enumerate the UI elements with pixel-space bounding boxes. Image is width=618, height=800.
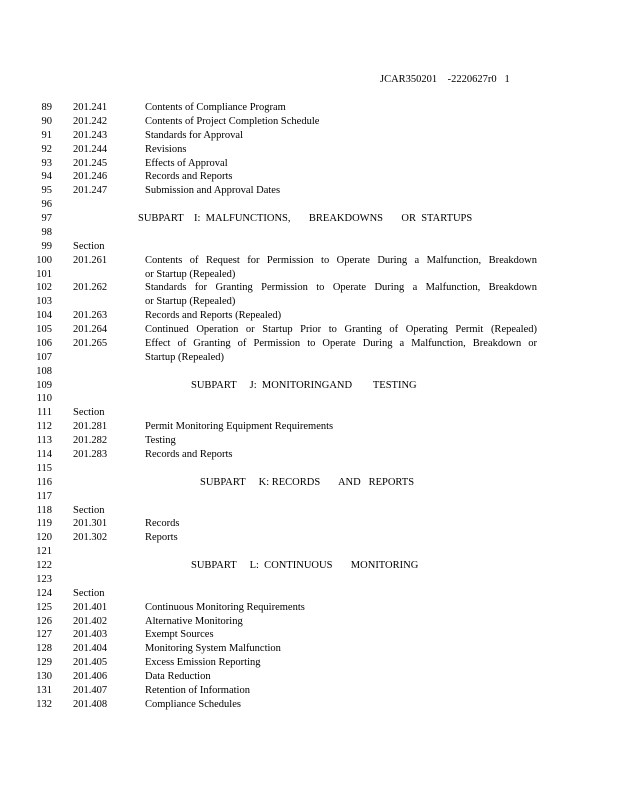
line-number: 89 (41, 102, 52, 113)
line-number: 109 (36, 379, 52, 391)
line-number: 132 (36, 698, 52, 710)
line-number: 105 (36, 324, 52, 336)
line-row (0, 656, 618, 670)
section-number: 201.264 (73, 324, 108, 336)
line-row (0, 268, 618, 282)
line-number: 103 (36, 296, 52, 308)
line-number: 102 (36, 282, 52, 294)
subpart-heading: SUBPART L: CONTINUOUS MONITORING (191, 560, 419, 572)
section-number: 201.301 (73, 518, 108, 530)
line-number: 94 (41, 171, 52, 183)
section-number: 201.244 (73, 143, 108, 155)
line-number: 128 (36, 643, 52, 655)
section-number: 201.262 (73, 282, 108, 294)
section-number: 201.302 (73, 532, 108, 544)
line-number: 120 (36, 532, 52, 544)
line-number: 114 (36, 449, 52, 460)
line-number: 96 (41, 199, 52, 211)
section-number: 201.406 (73, 671, 108, 683)
section-title: Retention of Information (145, 684, 250, 696)
line-row (0, 170, 618, 184)
section-title: Testing (145, 435, 176, 447)
section-number: 201.261 (73, 254, 108, 266)
line-number: 93 (41, 157, 52, 169)
section-number: 201.281 (73, 421, 108, 433)
line-number: 123 (36, 573, 52, 585)
line-row (0, 559, 618, 573)
line-row (0, 490, 618, 504)
section-number: 201.408 (73, 698, 108, 710)
section-number: Section (73, 407, 105, 419)
section-title: Records (145, 518, 180, 530)
line-row (0, 379, 618, 393)
line-number: 124 (36, 587, 52, 599)
line-row (0, 198, 618, 212)
line-number: 107 (36, 351, 52, 363)
line-row (0, 628, 618, 642)
line-row (0, 573, 618, 587)
line-number: 117 (36, 490, 52, 502)
line-row (0, 337, 618, 351)
section-number: 201.263 (73, 310, 108, 322)
line-row (0, 531, 618, 545)
line-row (0, 670, 618, 684)
line-row (0, 254, 618, 268)
line-row (0, 240, 618, 254)
line-row (0, 434, 618, 448)
section-number: 201.402 (73, 615, 108, 627)
line-number: 97 (41, 213, 52, 225)
line-number: 100 (36, 254, 52, 266)
line-row (0, 517, 618, 531)
line-number: 99 (41, 240, 52, 252)
section-title: Contents of Project Completion Schedule (145, 115, 320, 127)
section-number: 201.242 (73, 115, 108, 127)
line-number: 122 (36, 560, 52, 572)
section-title: or Startup (Repealed) (145, 268, 236, 280)
section-title: Monitoring System Malfunction (145, 643, 281, 655)
line-row (0, 184, 618, 198)
section-title: Submission and Approval Dates (145, 185, 281, 197)
line-row (0, 101, 618, 115)
section-title: Startup (Repealed) (145, 351, 225, 363)
line-number: 131 (36, 684, 52, 696)
section-number: 201.401 (73, 601, 108, 613)
section-title: Effects of Approval (145, 157, 228, 169)
section-title: Contents of Request for Permission to Operate During a Malfunction, Breakdown (145, 254, 537, 266)
line-number: 104 (36, 310, 52, 322)
line-number: 90 (41, 115, 52, 127)
line-row (0, 365, 618, 379)
line-row (0, 587, 618, 601)
line-row (0, 392, 618, 406)
section-number: 201.241 (73, 102, 108, 113)
section-title: Effect of Granting of Permission to Operate During a Malfunction, Breakdown or (145, 337, 537, 349)
section-title: or Startup (Repealed) (145, 296, 236, 308)
line-number: 98 (41, 226, 52, 238)
line-number: 126 (36, 615, 52, 627)
line-number: 115 (36, 462, 52, 474)
line-number: 91 (41, 129, 52, 141)
section-title: Revisions (145, 143, 187, 155)
section-number: 201.403 (73, 629, 108, 641)
line-row (0, 281, 618, 295)
line-row (0, 115, 618, 129)
line-row (0, 212, 618, 226)
line-row (0, 157, 618, 171)
line-row (0, 309, 618, 323)
section-number: 201.282 (73, 435, 108, 447)
line-row (0, 448, 618, 462)
section-number: 201.247 (73, 185, 108, 197)
line-row (0, 642, 618, 656)
section-title: Standards for Approval (145, 129, 243, 141)
section-number: 201.407 (73, 684, 108, 696)
document-header: JCAR350201 -2220627r0 1 (380, 74, 510, 85)
section-number: 201.283 (73, 449, 108, 460)
section-number: 201.405 (73, 657, 108, 669)
line-number: 111 (37, 407, 52, 419)
section-number: Section (73, 587, 105, 599)
section-title: Exempt Sources (145, 629, 214, 641)
line-row (0, 143, 618, 157)
subpart-heading: SUBPART I: MALFUNCTIONS, BREAKDOWNS OR STARTUPS (138, 213, 473, 225)
section-number: 201.404 (73, 643, 108, 655)
line-number: 110 (36, 393, 52, 405)
line-row (0, 295, 618, 309)
line-number: 125 (36, 601, 52, 613)
line-number: 92 (41, 143, 52, 155)
section-title: Excess Emission Reporting (145, 657, 261, 669)
line-row (0, 323, 618, 337)
section-title: Records and Reports (145, 449, 233, 460)
subpart-heading: SUBPART K: RECORDS AND REPORTS (200, 476, 415, 488)
section-title: Records and Reports (Repealed) (145, 310, 282, 322)
section-title: Continuous Monitoring Requirements (145, 601, 305, 613)
section-title: Permit Monitoring Equipment Requirements (145, 421, 334, 433)
section-title: Data Reduction (145, 671, 211, 683)
line-number: 106 (36, 337, 52, 349)
line-number: 121 (36, 546, 52, 558)
line-row (0, 601, 618, 615)
line-row (0, 462, 618, 476)
section-title: Records and Reports (145, 171, 233, 183)
section-number: Section (73, 504, 105, 516)
line-number: 113 (36, 435, 52, 447)
line-row (0, 406, 618, 420)
line-number: 116 (36, 476, 52, 488)
subpart-heading: SUBPART J: MONITORINGAND TESTING (191, 379, 417, 391)
line-row (0, 615, 618, 629)
line-row (0, 545, 618, 559)
line-row (0, 226, 618, 240)
section-title: Compliance Schedules (145, 698, 241, 710)
line-row (0, 504, 618, 518)
section-title: Reports (145, 532, 178, 544)
line-number: 119 (36, 518, 52, 530)
section-number: Section (73, 240, 105, 252)
line-number: 112 (36, 421, 52, 433)
line-number: 108 (36, 365, 52, 377)
section-number: 201.265 (73, 337, 108, 349)
section-number: 201.246 (73, 171, 108, 183)
section-number: 201.245 (73, 157, 108, 169)
line-row (0, 684, 618, 698)
section-title: Alternative Monitoring (145, 615, 243, 627)
line-row (0, 420, 618, 434)
line-number: 118 (36, 504, 52, 516)
line-number: 127 (36, 629, 52, 641)
section-title: Contents of Compliance Program (145, 102, 286, 113)
line-number: 101 (36, 268, 52, 280)
section-title: Continued Operation or Startup Prior to Granting of Operating Permit (Repealed) (145, 324, 537, 336)
line-row (0, 351, 618, 365)
section-number: 201.243 (73, 129, 108, 141)
line-number: 95 (41, 185, 52, 197)
line-number: 129 (36, 657, 52, 669)
line-row (0, 698, 618, 712)
line-row (0, 129, 618, 143)
line-row (0, 476, 618, 490)
line-number: 130 (36, 671, 52, 683)
section-title: Standards for Granting Permission to Operate During a Malfunction, Breakdown (145, 282, 537, 294)
